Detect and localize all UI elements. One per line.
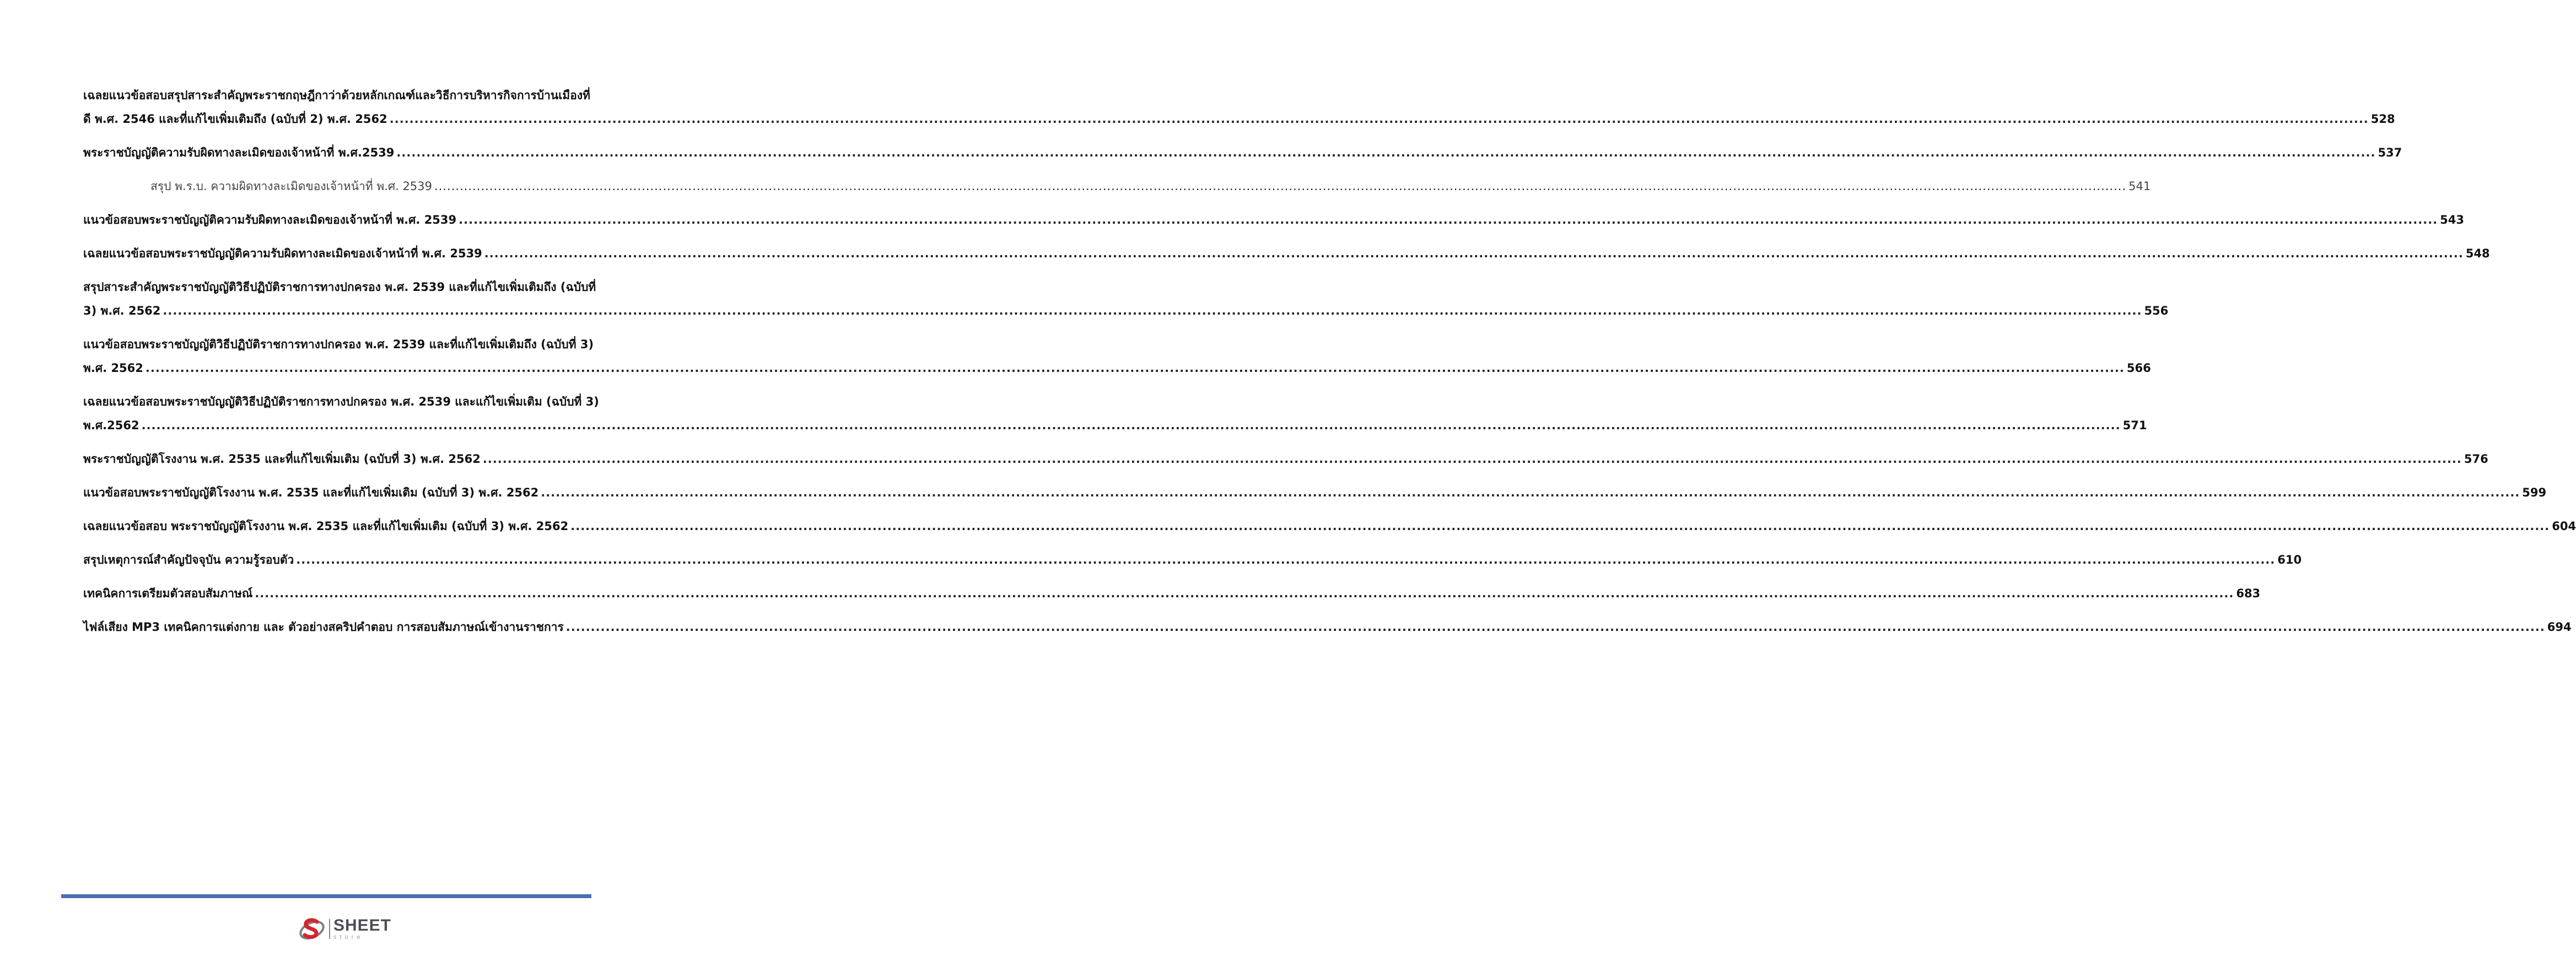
footer-rule xyxy=(61,894,591,898)
toc-entry[interactable] xyxy=(83,141,2402,165)
toc-entry-title: พ.ศ. 2562 xyxy=(83,361,143,375)
toc-entry[interactable] xyxy=(83,390,2147,437)
dot-leader: ................................................................................................................................................................................................................................................................................................................................................................................................................ xyxy=(255,587,2234,600)
dot-leader: ................................................................................................................................................................................................................................................................................................................................................................................................................ xyxy=(570,520,2550,533)
toc-entry-title: สรุป พ.ร.บ. ความผิดทางละเมิดของเจ้าหน้าที่ พ.ศ. 2539 xyxy=(150,180,433,193)
toc-entry-row xyxy=(83,481,2547,505)
dot-leader: ................................................................................................................................................................................................................................................................................................................................................................................................................ xyxy=(484,247,2464,260)
toc-entry[interactable] xyxy=(83,515,2576,538)
toc-page-number: 576 xyxy=(2464,452,2488,466)
toc-page-number: 604 xyxy=(2552,520,2576,533)
logo-separator xyxy=(329,919,330,939)
toc-entry-title-line: เฉลยแนวข้อสอบสรุปสาระสำคัญพระราชกฤษฎีกาว่าด้วยหลักเกณฑ์และวิธีการบริหารกิจการบ้านเมืองที่ xyxy=(83,89,590,102)
toc-entry-title: เฉลยแนวข้อสอบพระราชบัญญัติความรับผิดทางละเมิดของเจ้าหน้าที่ พ.ศ. 2539 xyxy=(83,247,482,260)
toc-page-number: 528 xyxy=(2370,112,2395,126)
toc-entry-title-line: แนวข้อสอบพระราชบัญญัติวิธีปฏิบัติราชการทางปกครอง พ.ศ. 2539 และที่แก้ไขเพิ่มเติมถึง (ฉบับที่ 3) xyxy=(83,338,594,351)
toc-entry-title: พระราชบัญญัติโรงงาน พ.ศ. 2535 และที่แก้ไขเพิ่มเติม (ฉบับที่ 3) พ.ศ. 2562 xyxy=(83,452,481,466)
toc-entry-title: พ.ศ.2562 xyxy=(83,419,139,432)
sheet-store-logo-icon xyxy=(298,915,326,943)
toc-entry-row xyxy=(83,548,2302,572)
toc-entry-row xyxy=(83,356,2151,380)
toc-entry[interactable] xyxy=(83,582,2261,606)
toc-entry-row xyxy=(83,141,2402,165)
toc-page-number: 599 xyxy=(2522,486,2547,499)
toc-page-number: 543 xyxy=(2440,213,2464,226)
toc-page-number: 683 xyxy=(2236,587,2261,600)
toc-page-number: 571 xyxy=(2122,419,2147,432)
toc-entry-row xyxy=(83,208,2464,232)
toc-page-number: 541 xyxy=(2128,180,2151,193)
toc-entry[interactable] xyxy=(83,242,2490,266)
toc-entry-row xyxy=(83,414,2147,437)
toc-entry-title: สรุปเหตุการณ์สำคัญปัจจุบัน ความรู้รอบตัว xyxy=(83,553,294,566)
toc-page-number: 694 xyxy=(2547,620,2572,634)
toc-entry-row xyxy=(83,582,2261,606)
toc-entry[interactable] xyxy=(83,447,2488,471)
logo-text xyxy=(333,917,391,941)
toc-entry[interactable] xyxy=(83,548,2302,572)
dot-leader: ................................................................................................................................................................................................................................................................................................................................................................................................................ xyxy=(141,419,2121,432)
toc-entry[interactable] xyxy=(83,208,2464,232)
dot-leader: ................................................................................................................................................................................................................................................................................................................................................................................................................ xyxy=(482,452,2462,466)
dot-leader: ................................................................................................................................................................................................................................................................................................................................................................................................................ xyxy=(163,304,2142,317)
logo-word: SHEET xyxy=(333,916,392,934)
toc-entry[interactable] xyxy=(83,481,2547,505)
dot-leader: ................................................................................................................................................................................................................................................................................................................................................................................................................ xyxy=(459,213,2438,226)
toc-entry-row xyxy=(83,299,2169,323)
toc-entry[interactable] xyxy=(83,84,2395,131)
toc-entry-title: เทคนิคการเตรียมตัวสอบสัมภาษณ์ xyxy=(83,587,253,600)
dot-leader: ................................................................................................................................................................................................................................................................................................................................................................................................................ xyxy=(145,361,2125,375)
sheet-store-logo xyxy=(298,915,391,943)
toc-entry-title-line: สรุปสาระสำคัญพระราชบัญญัติวิธีปฏิบัติราชการทางปกครอง พ.ศ. 2539 และที่แก้ไขเพิ่มเติมถึง (ฉบับที่ xyxy=(83,280,596,294)
toc-entry-title: 3) พ.ศ. 2562 xyxy=(83,304,161,317)
toc-entry-row xyxy=(83,447,2488,471)
toc-entry-title: เฉลยแนวข้อสอบ พระราชบัญญัติโรงงาน พ.ศ. 2535 และที่แก้ไขเพิ่มเติม (ฉบับที่ 3) พ.ศ. 2562 xyxy=(83,520,569,533)
toc-entry-row xyxy=(83,242,2490,266)
dot-leader: ................................................................................................................................................................................................................................................................................................................................................................................................................ xyxy=(396,146,2376,159)
table-of-contents xyxy=(83,84,2576,649)
toc-page-number: 548 xyxy=(2465,247,2490,260)
dot-leader: ................................................................................................................................................................................................................................................................................................................................................................................................................ xyxy=(389,112,2369,126)
toc-entry-row xyxy=(83,175,2151,198)
toc-entry[interactable] xyxy=(83,333,2151,380)
dot-leader: ................................................................................................................................................................................................................................................................................................................................................................................................................ xyxy=(565,620,2545,634)
toc-page-number: 556 xyxy=(2144,304,2169,317)
toc-entry-row xyxy=(83,515,2576,538)
toc-entry-title: ไฟล์เสียง MP3 เทคนิคการแต่งกาย และ ตัวอย่างสคริปคำตอบ การสอบสัมภาษณ์เข้างานราชการ xyxy=(83,620,564,634)
dot-leader: ................................................................................................................................................................................................................................................................................................................................................................................................................ xyxy=(541,486,2520,499)
toc-entry-row xyxy=(83,615,2572,639)
toc-entry-row xyxy=(83,107,2395,131)
toc-page-number: 566 xyxy=(2126,361,2151,375)
toc-entry[interactable] xyxy=(83,175,2151,198)
toc-page-number: 537 xyxy=(2378,146,2402,159)
toc-entry[interactable] xyxy=(83,615,2572,639)
logo-subtitle: store xyxy=(333,934,364,941)
toc-entry-title: แนวข้อสอบพระราชบัญญัติโรงงาน พ.ศ. 2535 และที่แก้ไขเพิ่มเติม (ฉบับที่ 3) พ.ศ. 2562 xyxy=(83,486,539,499)
toc-entry-title: พระราชบัญญัติความรับผิดทางละเมิดของเจ้าหน้าที่ พ.ศ.2539 xyxy=(83,146,395,159)
toc-entry[interactable] xyxy=(83,275,2169,323)
dot-leader: ................................................................................................................................................................................................................................................................................................................................................................................................................ xyxy=(434,180,2127,193)
dot-leader: ................................................................................................................................................................................................................................................................................................................................................................................................................ xyxy=(296,553,2276,566)
toc-entry-title: ดี พ.ศ. 2546 และที่แก้ไขเพิ่มเติมถึง (ฉบับที่ 2) พ.ศ. 2562 xyxy=(83,112,387,126)
toc-entry-title-line: เฉลยแนวข้อสอบพระราชบัญญัติวิธีปฏิบัติราชการทางปกครอง พ.ศ. 2539 และแก้ไขเพิ่มเติม (ฉบับที่ 3) xyxy=(83,395,599,408)
toc-page-number: 610 xyxy=(2277,553,2302,566)
toc-entry-title: แนวข้อสอบพระราชบัญญัติความรับผิดทางละเมิดของเจ้าหน้าที่ พ.ศ. 2539 xyxy=(83,213,457,226)
